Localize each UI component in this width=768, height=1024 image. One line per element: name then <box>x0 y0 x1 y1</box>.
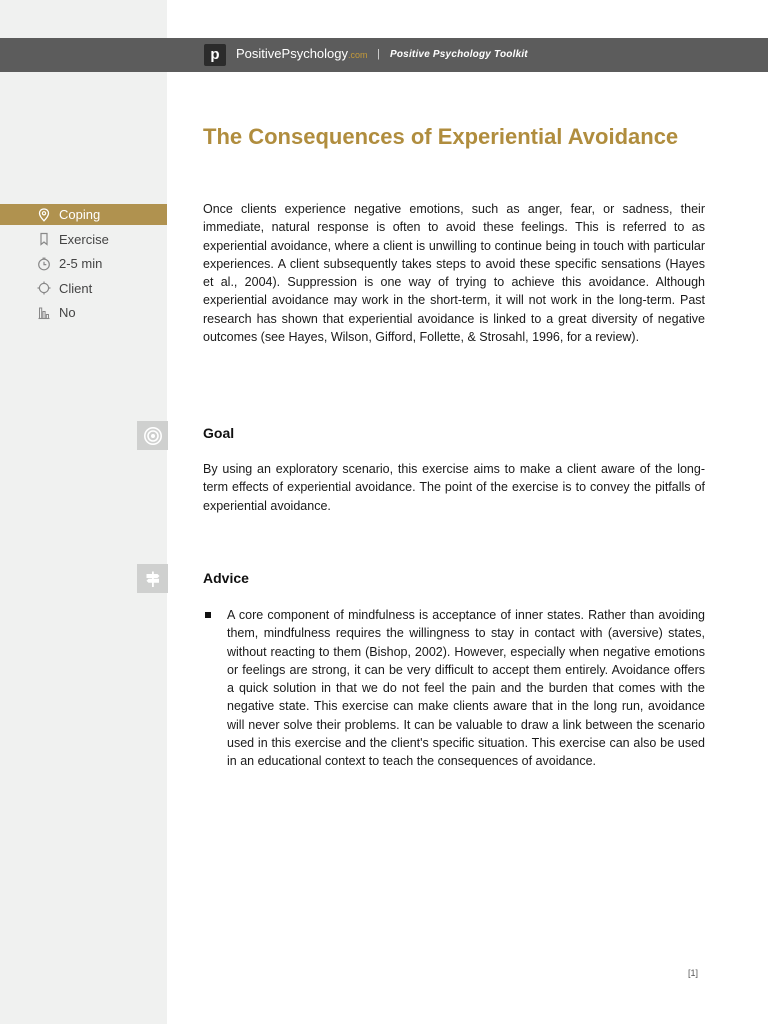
tag-level <box>0 302 167 323</box>
tag-label: Exercise <box>59 231 109 247</box>
page-number: [1] <box>688 968 699 978</box>
goal-text: By using an exploratory scenario, this exercise aims to make a client aware of the long-term effects of experiential avoidance. The point of the exercise is to convey the pitfalls of experiential avoidance. <box>203 462 705 513</box>
sidebar <box>0 0 167 1024</box>
signpost-icon <box>137 564 168 593</box>
advice-heading: Advice <box>203 570 249 586</box>
intro-paragraph: Once clients experience negative emotions, such as anger, fear, or sadness, their immediate, natural response is often to avoid these feelings. This is referred to as experiential avoidance, where a client is unwilling to continue being in touch with particular experiences. A client subsequently takes steps to avoid these specific sensations (Hayes et al., 2004). Suppression is one way of trying to achieve this avoidance. Although experiential avoidance may work in the short-term, it will not work in the long-term. Past research has shown that experiential avoidance is linked to a great diversity of negative outcomes (see Hayes, Wilson, Gifford, Follette, & Strosahl, 1996, for a review). <box>203 202 705 345</box>
logo-icon: p <box>204 44 226 66</box>
crosshair-icon <box>37 281 51 295</box>
target-icon <box>137 421 168 450</box>
bullet-marker <box>205 612 211 618</box>
tag-label: Coping <box>59 207 101 222</box>
advice-bullet-text: A core component of mindfulness is acceptance of inner states. Rather than avoiding them, mindfulness requires the willingness to stay in contact with (aversive) states, without reacting to them (Bishop, 2002). However, especially when negative emotions or feelings are strong, it can be very difficult to accept them entirely. Avoidance offers a quick solution in that we do not feel the pain and the burden that comes with the negative state. This exercise can make clients aware that in the long run, avoidance will never solve their problems. It can be valuable to draw a link between the scenario used in this exercise and the client's specific situation. This exercise can also be used in an educational context to teach the consequences of avoidance. <box>227 608 705 769</box>
tag-coping <box>0 204 167 225</box>
tag-exercise <box>0 229 167 250</box>
header-separator: | <box>377 48 380 60</box>
tag-label: No <box>59 305 76 320</box>
bookmark-icon <box>37 232 51 246</box>
goal-heading: Goal <box>203 425 235 441</box>
toolkit-label: Positive Psychology Toolkit <box>390 49 528 60</box>
advice-bullet <box>203 606 705 771</box>
brand-name <box>236 46 368 61</box>
brand-suffix: .com <box>348 50 368 60</box>
clock-icon <box>37 257 51 271</box>
bar-chart-icon <box>37 306 51 320</box>
page-title: The Consequences of Experiential Avoidance <box>203 124 679 149</box>
location-pin-icon <box>37 208 51 222</box>
brand-text: PositivePsychology <box>236 46 348 61</box>
tag-label: Client <box>59 280 93 296</box>
header-bar <box>0 38 768 72</box>
tag-list <box>0 204 167 327</box>
tag-duration <box>0 253 167 274</box>
tag-audience <box>0 278 167 299</box>
tag-label: 2-5 min <box>59 256 103 271</box>
